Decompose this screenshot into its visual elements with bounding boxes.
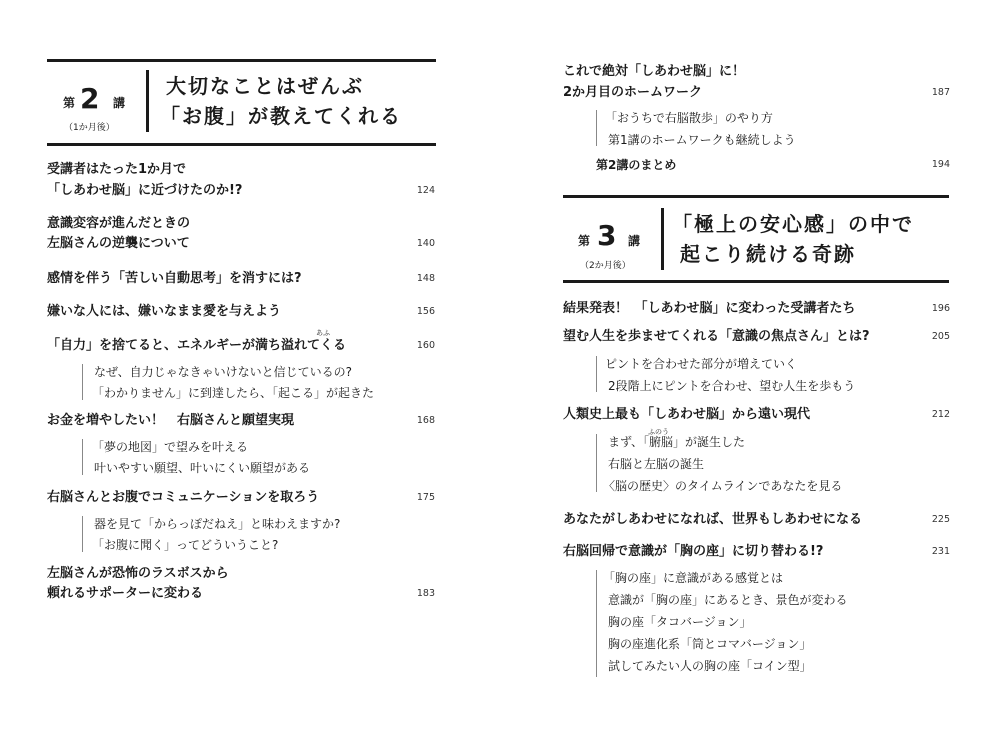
subsection-bar <box>596 356 597 392</box>
chapter2-bottom-rule <box>47 143 436 146</box>
toc-entry-title[interactable]: 意識変容が進んだときの <box>47 216 191 231</box>
chapter3-top-rule <box>563 195 949 198</box>
toc-entry-page: 124 <box>416 185 435 196</box>
toc-subentry[interactable]: 胸の座「タコバージョン」 <box>608 615 752 629</box>
chapter3-divider <box>661 208 664 270</box>
toc-subentry[interactable]: 2段階上にピントを合わせ、望む人生を歩もう <box>608 379 856 393</box>
toc-entry-title[interactable]: 頼れるサポーターに変わる <box>47 586 204 601</box>
toc-subentry[interactable]: 試してみたい人の胸の座「コイン型」 <box>608 659 812 673</box>
ruby-text: ふのう <box>648 428 669 436</box>
toc-entry-page: 187 <box>931 87 950 98</box>
chapter3-bottom-rule <box>563 280 949 283</box>
subsection-bar <box>82 439 83 475</box>
toc-entry-title[interactable]: 2か月目のホームワーク <box>563 85 703 100</box>
toc-subentry[interactable]: 器を見て「からっぽだねえ」と味わえますか? <box>94 517 341 531</box>
toc-entry-page: 148 <box>416 273 435 284</box>
toc-subentry[interactable]: 「胸の座」に意識がある感覚とは <box>603 571 784 585</box>
toc-entry-title[interactable]: これで絶対「しあわせ脳」に！ <box>563 64 746 79</box>
toc-entry-page: 183 <box>416 588 435 599</box>
toc-entry-title[interactable]: 感情を伴う「苦しい自動思考」を消すには? <box>47 271 302 286</box>
chapter-summary-page: 194 <box>931 159 950 170</box>
toc-entry-page: 156 <box>416 306 435 317</box>
chapter3-unit: 講 <box>628 234 641 248</box>
toc-entry-page: 175 <box>416 492 435 503</box>
toc-entry-page: 225 <box>931 514 950 525</box>
toc-subentry[interactable]: 胸の座進化系「筒とコマバージョン」 <box>608 637 812 651</box>
toc-entry-title[interactable]: 嫌いな人には、嫌いなまま愛を与えよう <box>47 304 282 319</box>
toc-entry-page: 231 <box>931 546 950 557</box>
chapter2-subtitle: （1か月後） <box>64 123 115 133</box>
toc-entry-title[interactable]: 左脳さんが恐怖のラスボスから <box>47 566 229 581</box>
subsection-bar <box>596 110 597 146</box>
toc-entry-page: 196 <box>931 303 950 314</box>
toc-entry-title[interactable]: 望む人生を歩ませてくれる「意識の焦点さん」とは? <box>563 329 870 344</box>
chapter2-title-line2: 「お腹」が教えてくれる <box>160 104 402 128</box>
toc-entry-title[interactable]: 受講者はたった1か月で <box>47 162 187 177</box>
toc-subentry[interactable]: 意識が「胸の座」にあるとき、景色が変わる <box>608 593 848 607</box>
toc-entry-page: 212 <box>931 409 950 420</box>
chapter3-subtitle: （2か月後） <box>580 261 631 271</box>
chapter3-title-line2: 起こり続ける奇跡 <box>680 242 856 266</box>
chapter2-word: 第 <box>63 96 76 110</box>
toc-subentry[interactable]: 第1講のホームワークも継続しよう <box>608 133 796 147</box>
toc-subentry[interactable]: ピントを合わせた部分が増えていく <box>605 357 798 371</box>
toc-entry-page: 140 <box>416 238 435 249</box>
subsection-bar <box>596 570 597 677</box>
toc-subentry[interactable]: 叶いやすい願望、叶いにくい願望がある <box>94 461 311 475</box>
toc-entry-title[interactable]: 右脳回帰で意識が「胸の座」に切り替わる!? <box>563 544 824 559</box>
toc-subentry[interactable]: 〈脳の歴史〉のタイムラインであなたを見る <box>603 479 843 493</box>
subsection-bar <box>596 434 597 492</box>
toc-entry-title[interactable]: 「しあわせ脳」に近づけたのか!? <box>47 183 243 198</box>
chapter3-word: 第 <box>578 234 591 248</box>
toc-entry-title[interactable]: 人類史上最も「しあわせ脳」から遠い現代 <box>563 407 811 422</box>
toc-entry-title[interactable]: お金を増やしたい！ 右脳さんと願望実現 <box>47 413 295 428</box>
chapter2-top-rule <box>47 59 436 62</box>
toc-entry-title[interactable]: あなたがしあわせになれば、世界もしあわせになる <box>563 512 863 527</box>
chapter-summary-label[interactable]: 第2講のまとめ <box>596 158 677 172</box>
toc-subentry[interactable]: まず、「腑脳」が誕生した <box>608 435 746 449</box>
chapter3-title-line1: 「極上の安心感」の中で <box>672 212 914 236</box>
toc-subentry[interactable]: 「お腹に聞く」ってどういうこと? <box>92 538 279 552</box>
toc-subentry[interactable]: 右脳と左脳の誕生 <box>608 457 705 471</box>
chapter2-divider <box>146 70 149 132</box>
toc-entry-page: 160 <box>416 340 435 351</box>
ruby-text: あふ <box>316 329 330 337</box>
toc-entry-title[interactable]: 右脳さんとお腹でコミュニケーションを取ろう <box>47 490 320 505</box>
toc-subentry[interactable]: 「おうちで右脳散歩」のやり方 <box>605 111 773 125</box>
chapter2-number: 2 <box>80 82 100 115</box>
toc-entry-title[interactable]: 左脳さんの逆襲について <box>47 236 190 251</box>
chapter3-number: 3 <box>597 219 617 252</box>
toc-entry-title[interactable]: 「自力」を捨てると、エネルギーが満ち溢れてくる <box>47 338 347 353</box>
subsection-bar <box>82 364 83 400</box>
chapter2-unit: 講 <box>113 96 126 110</box>
toc-subentry[interactable]: 「夢の地図」で望みを叶える <box>92 440 249 454</box>
chapter2-title-line1: 大切なことはぜんぶ <box>166 74 364 98</box>
toc-subentry[interactable]: 「わかりません」に到達したら、「起こる」が起きた <box>92 386 375 400</box>
toc-entry-page: 168 <box>416 415 435 426</box>
toc-entry-title[interactable]: 結果発表！ 「しあわせ脳」に変わった受講者たち <box>563 301 856 316</box>
subsection-bar <box>82 516 83 552</box>
toc-subentry[interactable]: なぜ、自力じゃなきゃいけないと信じているの? <box>94 365 353 379</box>
toc-entry-page: 205 <box>931 331 950 342</box>
